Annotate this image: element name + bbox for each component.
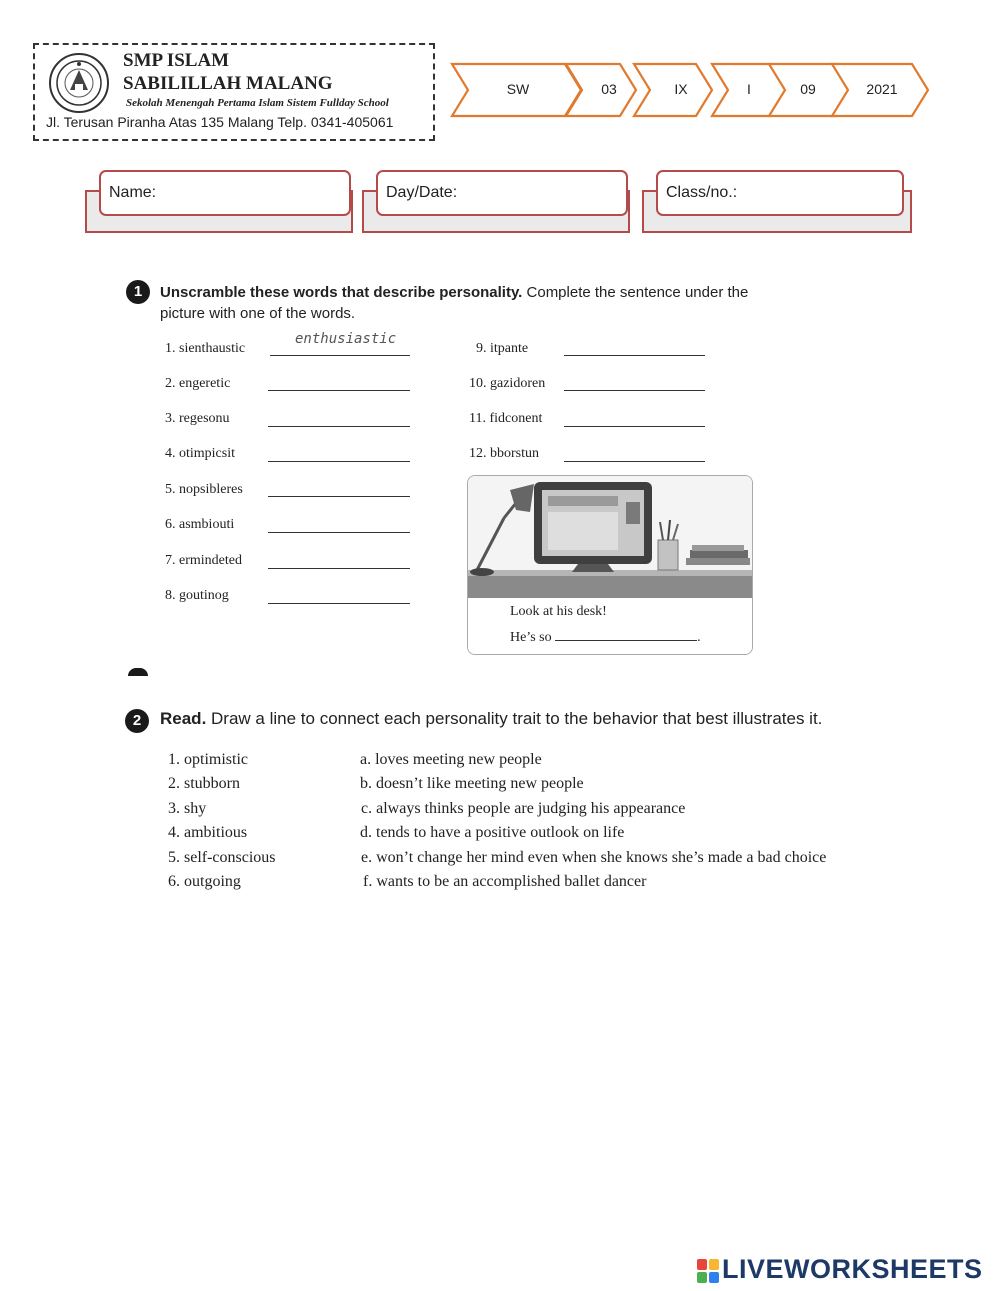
behavior-e[interactable]: e. won’t change her mind even when she knows she’s made a bad choice	[361, 849, 827, 866]
code-2021: 2021	[866, 81, 898, 97]
trait-5[interactable]: 5. self-conscious	[168, 849, 276, 866]
exercise2-title: Read.	[160, 709, 207, 728]
answer-blank-2[interactable]	[268, 390, 410, 391]
scramble-item-3: 3. regesonu	[165, 411, 230, 426]
answer-blank-3[interactable]	[268, 426, 410, 427]
exercise2-instruction: Draw a line to connect each personality trait to the behavior that best illustrates it.	[211, 709, 823, 728]
behavior-b[interactable]: b. doesn’t like meeting new people	[360, 775, 584, 792]
school-subtitle: Sekolah Menengah Pertama Islam Sistem Fullday School	[126, 97, 389, 109]
scramble-item-1: 1. sienthaustic	[165, 341, 246, 356]
school-name-line2: SABILILLAH MALANG	[123, 73, 333, 94]
code-ix: IX	[674, 81, 688, 97]
exercise2-number: 2	[125, 709, 149, 733]
liveworksheets-logo-icon	[697, 1259, 719, 1283]
sample-answer: enthusiastic	[295, 331, 397, 347]
answer-blank-8[interactable]	[268, 603, 410, 604]
scramble-item-7: 7. ermindeted	[165, 553, 242, 568]
picture-caption-line1: Look at his desk!	[510, 604, 607, 619]
trait-2[interactable]: 2. stubborn	[168, 775, 240, 792]
class-field[interactable]: Class/no.:	[656, 170, 904, 216]
scramble-item-10: 10. gazidoren	[469, 376, 546, 391]
answer-blank-1[interactable]	[270, 355, 410, 356]
behavior-a[interactable]: a. loves meeting new people	[360, 751, 542, 768]
trait-4[interactable]: 4. ambitious	[168, 824, 248, 841]
scramble-item-2: 2. engeretic	[165, 376, 231, 391]
behavior-c[interactable]: c. always thinks people are judging his appearance	[361, 800, 686, 817]
exercise2-heading	[160, 709, 822, 729]
answer-blank-6[interactable]	[268, 532, 410, 533]
school-address: Jl. Terusan Piranha Atas 135 Malang Telp. 0341-405061	[46, 114, 394, 130]
answer-blank-12[interactable]	[564, 461, 705, 462]
answer-blank-9[interactable]	[564, 355, 705, 356]
answer-blank-7[interactable]	[268, 568, 410, 569]
scramble-item-12: 12. bborstun	[469, 446, 539, 461]
code-03: 03	[601, 81, 617, 97]
trait-3[interactable]: 3. shy	[168, 800, 207, 817]
picture-caption-line2: He’s so .	[510, 630, 701, 645]
code-i: I	[747, 81, 751, 97]
date-field[interactable]: Day/Date:	[376, 170, 628, 216]
scramble-item-11: 11. fidconent	[469, 411, 543, 426]
scramble-item-8: 8. goutinog	[165, 588, 229, 603]
scramble-item-6: 6. asmbiouti	[165, 517, 235, 532]
scramble-item-9: 9. itpante	[476, 341, 529, 356]
answer-blank-11[interactable]	[564, 426, 705, 427]
cropped-circle-mark	[128, 668, 148, 676]
scramble-item-4: 4. otimpicsit	[165, 446, 235, 461]
school-logo-icon	[48, 52, 110, 114]
exercise1-number: 1	[126, 280, 150, 304]
name-field[interactable]: Name:	[99, 170, 351, 216]
exercise1-instruction: Complete the sentence under the picture with one of the words.	[160, 284, 749, 322]
answer-blank-5[interactable]	[268, 496, 410, 497]
trait-1[interactable]: 1. optimistic	[168, 751, 248, 768]
code-sw: SW	[506, 81, 530, 97]
exercise1-title: Unscramble these words that describe personality.	[160, 284, 523, 301]
liveworksheets-brand: LIVEWORKSHEETS	[722, 1254, 983, 1284]
answer-blank-10[interactable]	[564, 390, 705, 391]
behavior-f[interactable]: f. wants to be an accomplished ballet dancer	[363, 873, 647, 890]
answer-blank-4[interactable]	[268, 461, 410, 462]
code-09: 09	[800, 81, 816, 97]
trait-6[interactable]: 6. outgoing	[168, 873, 241, 890]
school-name-line1: SMP ISLAM	[123, 50, 230, 71]
behavior-d[interactable]: d. tends to have a positive outlook on life	[360, 824, 625, 841]
exercise1-heading	[160, 282, 780, 324]
scramble-item-5: 5. nopsibleres	[165, 482, 243, 497]
picture-answer-blank[interactable]	[555, 628, 697, 641]
